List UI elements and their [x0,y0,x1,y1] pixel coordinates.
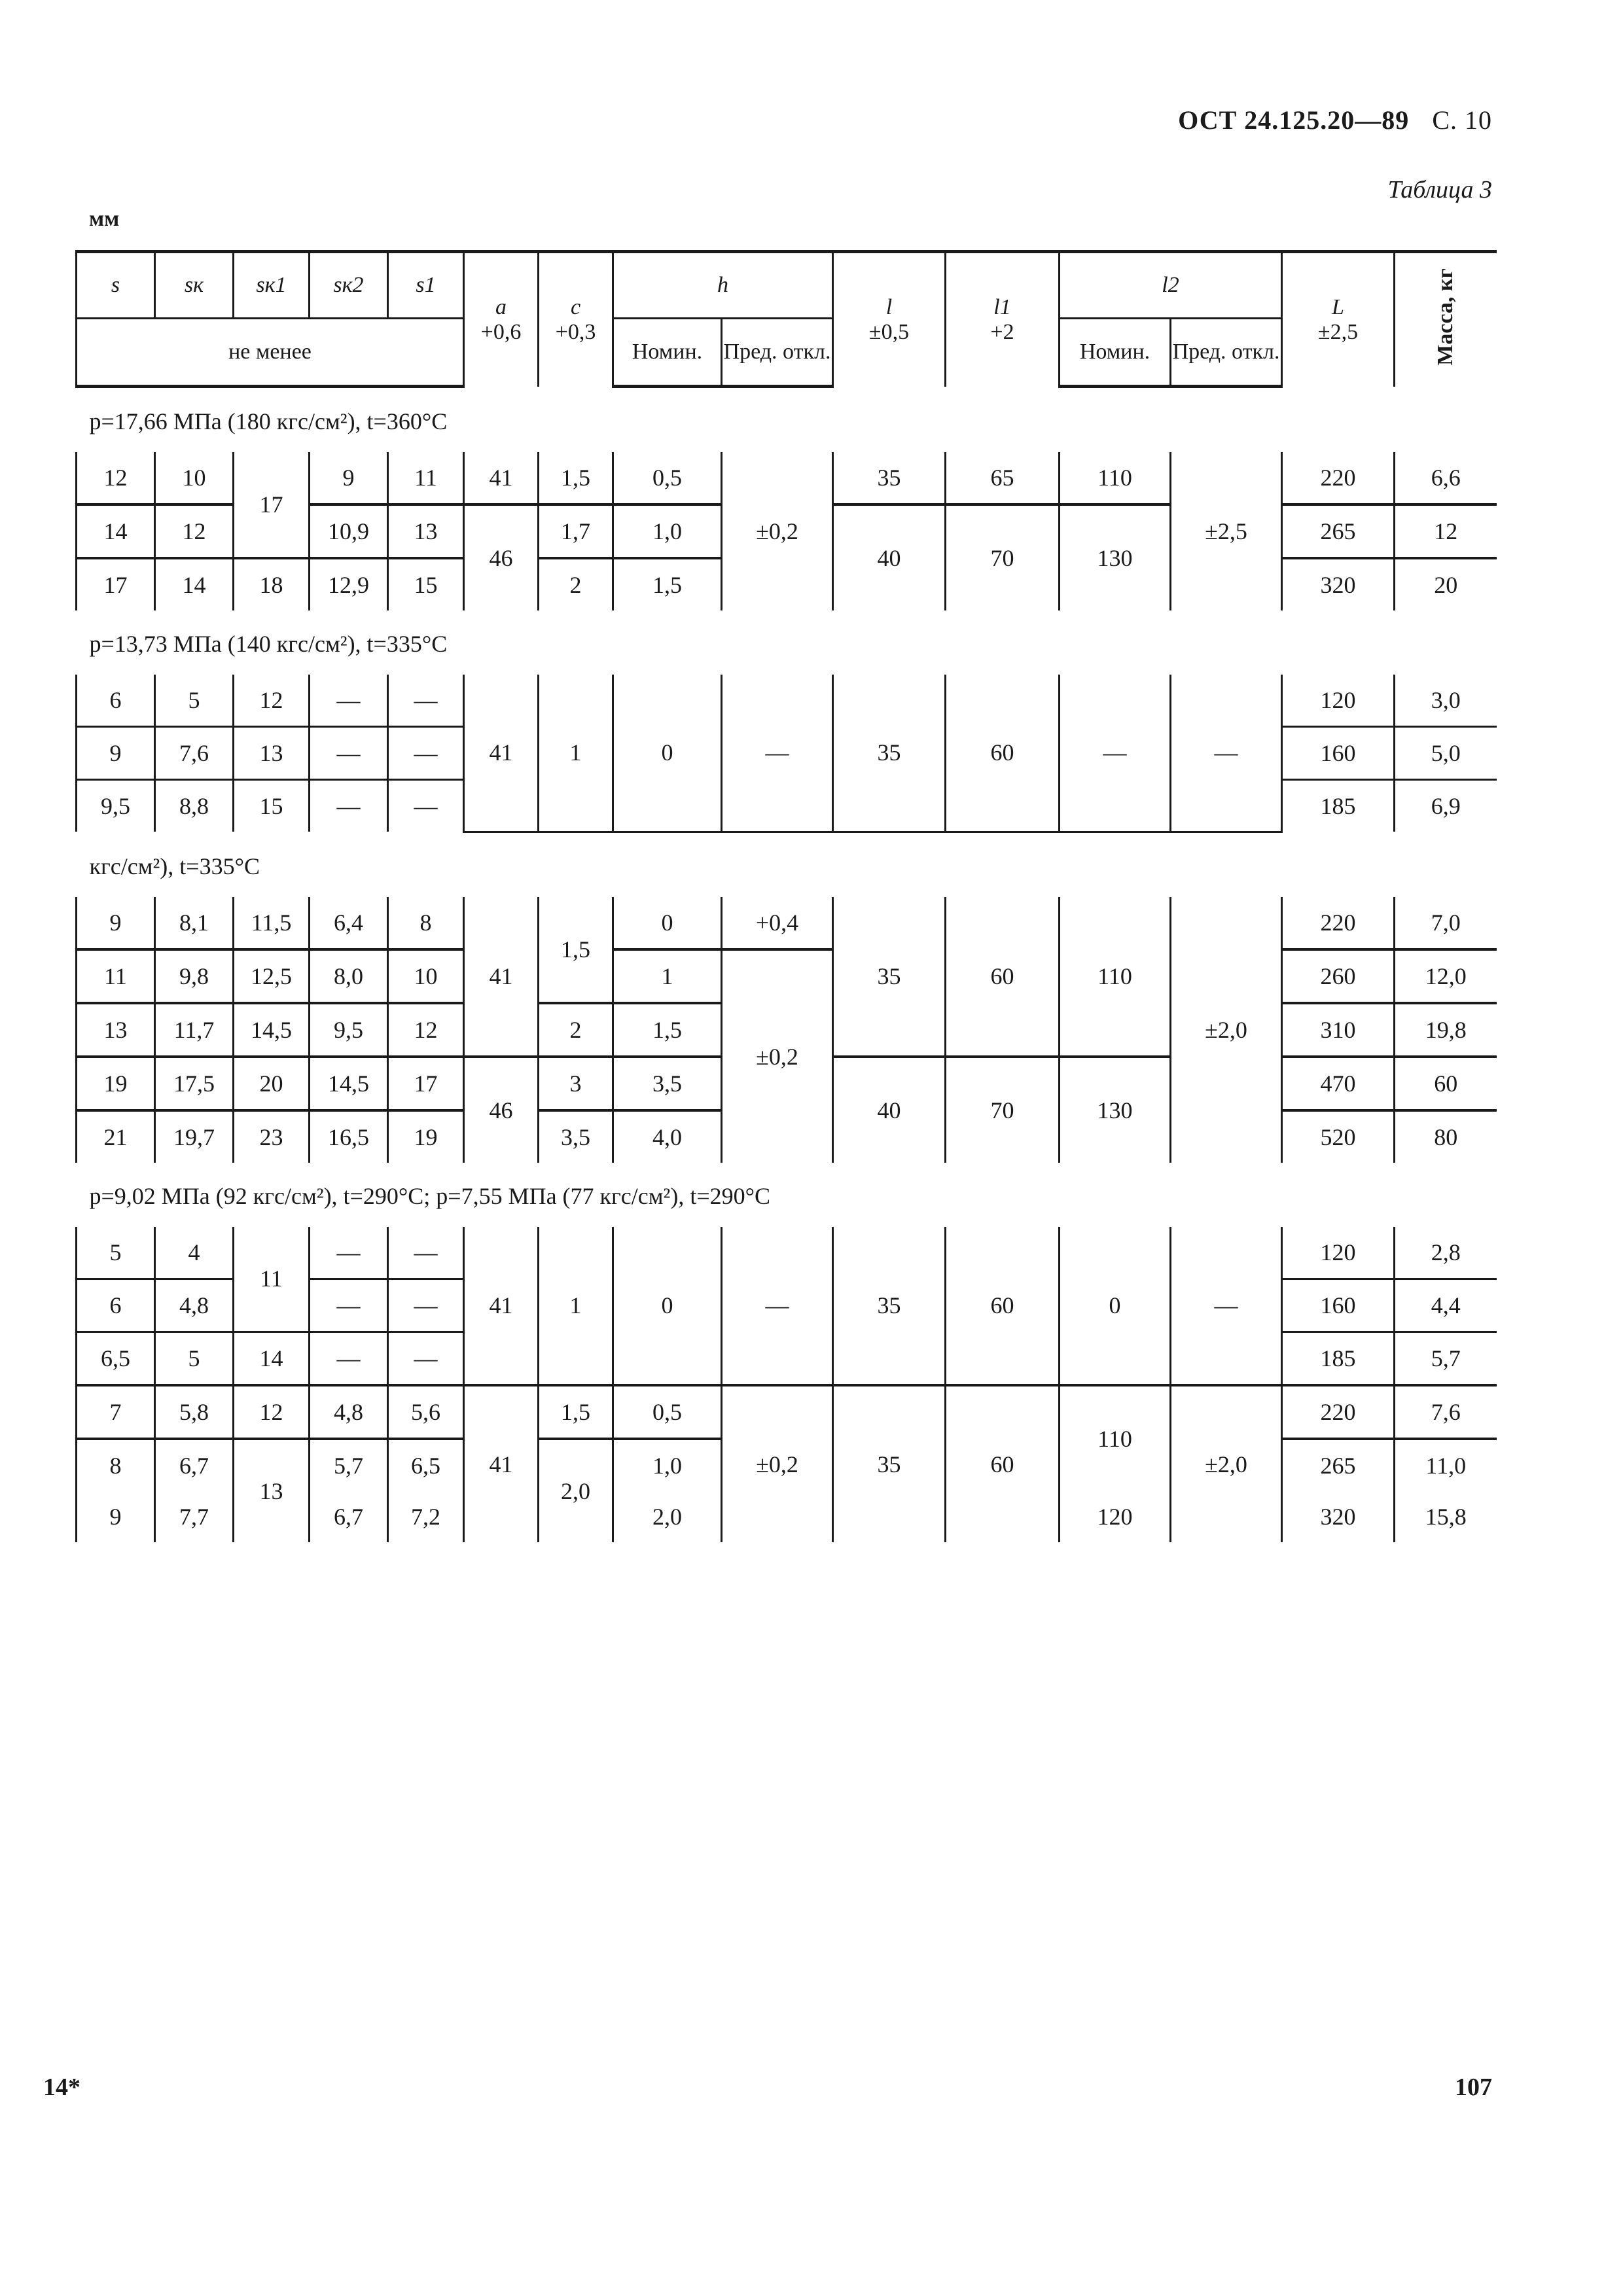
cell: 35 [833,675,946,832]
cell: 6,7 [155,1439,234,1491]
cell: 260 [1282,949,1395,1003]
cell: 11 [388,452,464,504]
col-s: s [77,252,155,319]
cell: 19,8 [1395,1003,1497,1057]
cell: 12,5 [234,949,310,1003]
cell: — [388,1227,464,1279]
cell: 60 [946,1385,1060,1542]
cell: 80 [1395,1110,1497,1163]
cell: 14 [234,1332,310,1385]
cell: 220 [1282,452,1395,504]
cell: 5,8 [155,1385,234,1439]
cell: 41 [464,1385,539,1542]
col-L [1282,252,1395,387]
cell: 6,6 [1395,452,1497,504]
cell: 12,0 [1395,949,1497,1003]
col-h-nomin: Номин. [613,319,722,387]
col-l1-tol: +2 [990,319,1014,344]
cell: 35 [833,452,946,504]
standard-code: ОСТ 24.125.20—89 [1178,105,1410,135]
page-reference: С. 10 [1432,105,1492,135]
page-number: 107 [1455,2074,1492,2101]
cell: +0,4 [722,897,833,949]
cell: 220 [1282,897,1395,949]
cell: 3,5 [539,1110,613,1163]
cell: 160 [1282,727,1395,780]
cell: 10,9 [310,504,388,558]
cell: 9 [77,727,155,780]
cell: 14 [155,558,234,610]
cell: — [388,675,464,727]
footer-mark: 14* [43,2074,80,2101]
col-l2-nomin: Номин. [1060,319,1171,387]
cell: 10 [155,452,234,504]
cell: 8 [77,1439,155,1491]
cell: 1,5 [539,452,613,504]
cell: 35 [833,1385,946,1542]
cell: 120 [1282,675,1395,727]
cell: 4,8 [310,1385,388,1439]
cell: 46 [464,504,539,610]
cell: 60 [1395,1057,1497,1110]
cell: — [388,727,464,780]
col-c-tol: +0,3 [555,319,596,344]
cell: 6,4 [310,897,388,949]
cell: ±0,2 [722,1385,833,1542]
cell: 20 [1395,558,1497,610]
cell: 60 [946,675,1060,832]
cell: 5 [155,1332,234,1385]
cell: 11,5 [234,897,310,949]
cell: 70 [946,1057,1060,1163]
cell: 41 [464,675,539,832]
cell: 8,0 [310,949,388,1003]
cell: 7,0 [1395,897,1497,949]
cell: 14,5 [234,1003,310,1057]
cell: ±2,0 [1171,1385,1282,1542]
cell: 310 [1282,1003,1395,1057]
cell: 1,0 [613,1439,722,1491]
cell: 9,5 [77,780,155,832]
cell: — [1171,1227,1282,1385]
cell: 60 [946,1227,1060,1385]
cell: 7,6 [155,727,234,780]
cell: 9 [77,897,155,949]
cell: 1,5 [539,897,613,1003]
section-2-title: p=13,73 МПа (140 кгс/см²), t=335°C [89,631,448,657]
cell: 17 [234,452,310,558]
cell: 15 [234,780,310,832]
cell: 12 [234,675,310,727]
table-row [77,675,1497,727]
cell: 17,5 [155,1057,234,1110]
cell: 4,4 [1395,1279,1497,1332]
section-title-row [77,610,1497,675]
cell: 12 [234,1385,310,1439]
cell: 0,5 [613,452,722,504]
cell: 15,8 [1395,1491,1497,1542]
cell: 1,5 [613,558,722,610]
cell: 35 [833,897,946,1057]
cell: 60 [946,897,1060,1057]
col-l1 [946,252,1060,387]
col-h-pred: Пред. откл. [722,319,833,387]
cell: — [388,1279,464,1332]
col-a [464,252,539,387]
cell: 12 [1395,504,1497,558]
cell: 2,0 [613,1491,722,1542]
cell: 130 [1060,504,1171,610]
cell: 41 [464,452,539,504]
cell: — [1060,675,1171,832]
cell: 8 [388,897,464,949]
cell: — [310,727,388,780]
cell: 3 [539,1057,613,1110]
cell: 21 [77,1110,155,1163]
table-row [77,897,1497,949]
cell: 1 [613,949,722,1003]
cell: ±2,5 [1171,452,1282,610]
cell: 6,5 [77,1332,155,1385]
cell: 265 [1282,504,1395,558]
cell: 9,5 [310,1003,388,1057]
cell: 13 [234,727,310,780]
cell: 2 [539,1003,613,1057]
cell: 5,7 [310,1439,388,1491]
cell: 2,8 [1395,1227,1497,1279]
cell: 320 [1282,1491,1395,1542]
col-l-label: l [885,294,893,319]
cell: 6 [77,1279,155,1332]
cell: 12 [388,1003,464,1057]
cell: 13 [388,504,464,558]
cell: 5,0 [1395,727,1497,780]
cell: — [310,675,388,727]
cell: 185 [1282,780,1395,832]
col-l2: l2 [1060,252,1282,319]
header-row-1 [77,252,1497,319]
cell: 23 [234,1110,310,1163]
cell: 7,6 [1395,1385,1497,1439]
col-s1: s1 [388,252,464,319]
col-ne-menee: не менее [77,319,464,387]
cell: 40 [833,504,946,610]
col-sk1: sк1 [234,252,310,319]
cell: 0 [613,897,722,949]
col-l-tol: ±0,5 [868,319,910,344]
cell: 520 [1282,1110,1395,1163]
table-row [77,949,1497,1003]
cell: 11 [77,949,155,1003]
cell: 160 [1282,1279,1395,1332]
cell: 2,0 [539,1439,613,1542]
cell: 110 [1060,1385,1171,1491]
dimensions-table [75,250,1497,1542]
cell: 5 [77,1227,155,1279]
cell: 4 [155,1227,234,1279]
cell: 470 [1282,1057,1395,1110]
section-4-title: p=9,02 МПа (92 кгс/см²), t=290°C; p=7,55 МПа (77 кгс/см²), t=290°C [89,1182,771,1209]
cell: — [310,780,388,832]
cell: 7 [77,1385,155,1439]
cell: 65 [946,452,1060,504]
cell: 18 [234,558,310,610]
cell: 5,6 [388,1385,464,1439]
col-c [539,252,613,387]
cell: 0,5 [613,1385,722,1439]
cell: 4,8 [155,1279,234,1332]
cell: — [722,1227,833,1385]
cell: 9 [77,1491,155,1542]
cell: 19 [77,1057,155,1110]
cell: 10 [388,949,464,1003]
cell: ±2,0 [1171,897,1282,1163]
units-label: мм [89,207,120,231]
cell: 1,7 [539,504,613,558]
section-title-row [77,387,1497,453]
table-row [77,1227,1497,1279]
col-l1-label: l1 [993,294,1011,319]
cell: 12,9 [310,558,388,610]
cell: — [388,780,464,832]
cell: — [310,1279,388,1332]
cell: 6 [77,675,155,727]
cell: 1 [539,1227,613,1385]
cell: 6,7 [310,1491,388,1542]
col-sk: sк [155,252,234,319]
table-label: Таблица 3 [1387,176,1492,203]
cell: ±0,2 [722,949,833,1163]
cell: 11,7 [155,1003,234,1057]
cell: 14,5 [310,1057,388,1110]
cell: 320 [1282,558,1395,610]
cell: 11 [234,1227,310,1332]
col-mass [1395,252,1497,387]
cell: 6,9 [1395,780,1497,832]
section-3-title: кгс/см²), t=335°C [89,853,260,879]
cell: 5 [155,675,234,727]
cell: 41 [464,1227,539,1385]
cell: 1 [539,675,613,832]
cell: 11,0 [1395,1439,1497,1491]
cell: — [310,1332,388,1385]
cell: 41 [464,897,539,1057]
cell: 0 [613,1227,722,1385]
cell: 3,5 [613,1057,722,1110]
cell: 1,5 [613,1003,722,1057]
col-mass-label: Масса, кг [1433,268,1458,366]
cell: 120 [1282,1227,1395,1279]
cell: 110 [1060,452,1171,504]
cell: 1,0 [613,504,722,558]
cell: 16,5 [310,1110,388,1163]
cell: 7,7 [155,1491,234,1542]
cell: 110 [1060,897,1171,1057]
cell: 5,7 [1395,1332,1497,1385]
col-a-tol: +0,6 [480,319,522,344]
cell: — [722,675,833,832]
col-c-label: c [570,294,581,319]
cell: 12 [155,504,234,558]
cell: 8,8 [155,780,234,832]
cell: 0 [613,675,722,832]
cell: 6,5 [388,1439,464,1491]
cell: 9,8 [155,949,234,1003]
col-L-tol: ±2,5 [1317,319,1359,344]
cell: 13 [234,1439,310,1542]
cell: — [1171,675,1282,832]
cell: 3,0 [1395,675,1497,727]
cell: 4,0 [613,1110,722,1163]
cell: — [310,1227,388,1279]
cell: 20 [234,1057,310,1110]
cell: 35 [833,1227,946,1385]
cell: 14 [77,504,155,558]
col-a-label: a [495,294,507,319]
col-L-label: L [1332,294,1344,319]
table-row [77,1385,1497,1439]
cell: 185 [1282,1332,1395,1385]
cell: 17 [388,1057,464,1110]
cell: 1,5 [539,1385,613,1439]
cell: 19 [388,1110,464,1163]
col-sk2: sк2 [310,252,388,319]
table-row [77,452,1497,504]
cell: 2 [539,558,613,610]
cell: 19,7 [155,1110,234,1163]
document-header [1178,105,1492,135]
cell: 13 [77,1003,155,1057]
cell: 46 [464,1057,539,1163]
cell: 17 [77,558,155,610]
cell: 0 [1060,1227,1171,1385]
col-h: h [613,252,833,319]
cell: — [388,1332,464,1385]
cell: 40 [833,1057,946,1163]
cell: 12 [77,452,155,504]
section-1-title: p=17,66 МПа (180 кгс/см²), t=360°C [89,408,448,434]
section-title-row [77,1163,1497,1227]
cell: 130 [1060,1057,1171,1163]
cell: 265 [1282,1439,1395,1491]
section-title-row [77,832,1497,897]
col-l [833,252,946,387]
cell: ±0,2 [722,452,833,610]
cell: 7,2 [388,1491,464,1542]
cell: 220 [1282,1385,1395,1439]
cell: 15 [388,558,464,610]
cell: 9 [310,452,388,504]
col-l2-pred: Пред. откл. [1171,319,1282,387]
cell: 8,1 [155,897,234,949]
cell: 120 [1060,1491,1171,1542]
cell: 70 [946,504,1060,610]
